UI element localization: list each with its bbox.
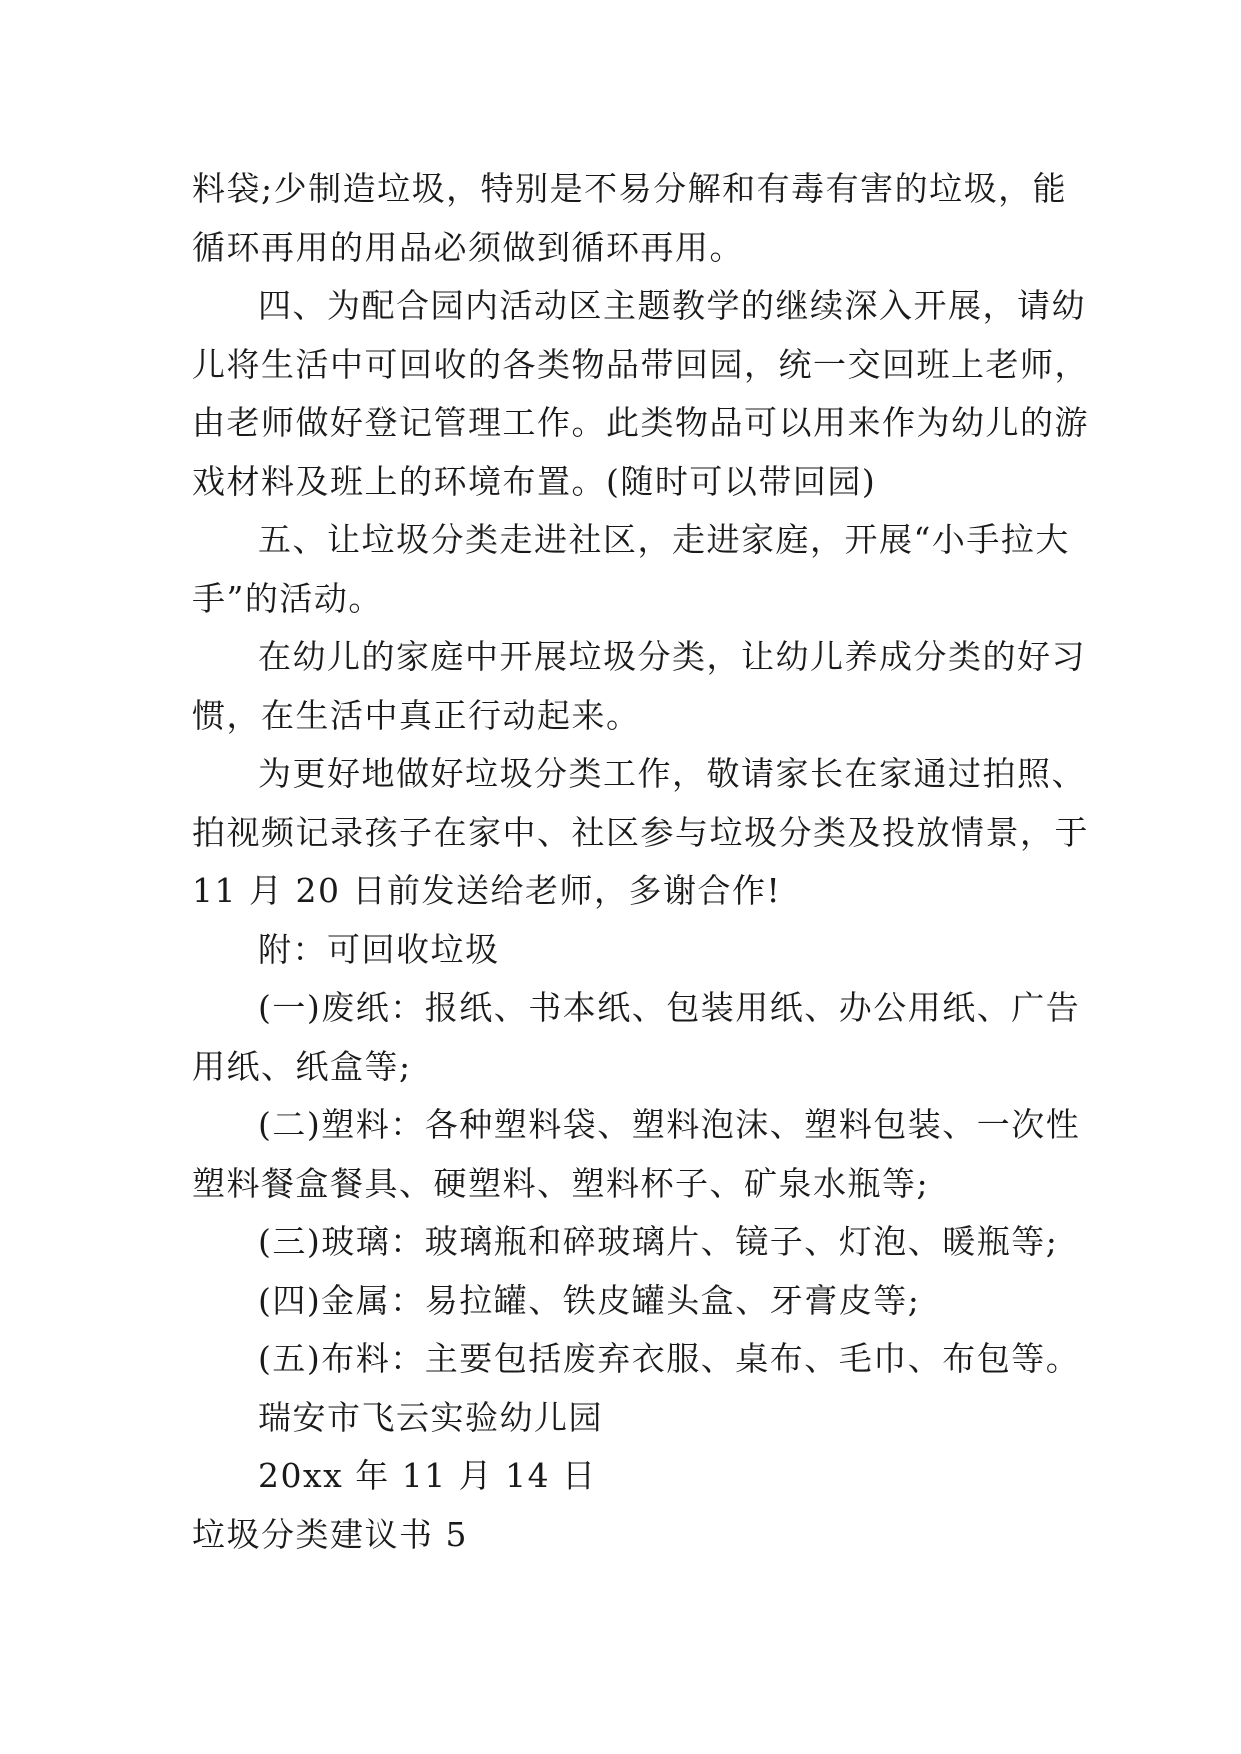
text-line: 塑料餐盒餐具、硬塑料、塑料杯子、矿泉水瓶等; [192,1163,930,1203]
signature-date: 20xx 年 11 月 14 日 [258,1456,597,1495]
document-body [192,160,1089,1564]
text-line: 拍视频记录孩子在家中、社区参与垃圾分类及投放情景，于 [192,812,1089,852]
text-line: (二)塑料：各种塑料袋、塑料泡沫、塑料包装、一次性 [258,1105,1081,1144]
signature-org: 瑞安市飞云实验幼儿园 [258,1397,603,1437]
text-line: 在幼儿的家庭中开展垃圾分类，让幼儿养成分类的好习 [258,637,1086,676]
text-line: (一)废纸：报纸、书本纸、包装用纸、办公用纸、广告 [258,988,1081,1027]
text-line: 11 月 20 日前发送给老师，多谢合作! [192,871,782,910]
text-line: 附：可回收垃圾 [258,929,500,969]
text-line: 循环再用的用品必须做到循环再用。 [192,227,744,267]
text-line: 由老师做好登记管理工作。此类物品可以用来作为幼儿的游 [192,403,1089,442]
text-line: 五、让垃圾分类走进社区，走进家庭，开展“小手拉大 [258,520,1070,559]
text-line: (三)玻璃：玻璃瓶和碎玻璃片、镜子、灯泡、暖瓶等; [258,1222,1059,1261]
text-line: 四、为配合园内活动区主题教学的继续深入开展，请幼 [258,286,1086,325]
text-line: (四)金属：易拉罐、铁皮罐头盒、牙膏皮等; [258,1280,921,1320]
section-heading: 垃圾分类建议书 5 [192,1514,468,1554]
text-line: 料袋;少制造垃圾，特别是不易分解和有毒有害的垃圾，能 [192,169,1068,208]
text-line: 戏材料及班上的环境布置。(随时可以带回园) [192,461,877,501]
text-line: 手”的活动。 [192,578,383,618]
text-line: 为更好地做好垃圾分类工作，敬请家长在家通过拍照、 [258,754,1086,793]
text-line: 儿将生活中可回收的各类物品带回园，统一交回班上老师， [192,344,1089,384]
text-line: 惯，在生活中真正行动起来。 [192,695,641,735]
text-line: (五)布料：主要包括废弃衣服、桌布、毛巾、布包等。 [258,1339,1081,1378]
text-line: 用纸、纸盒等; [192,1046,412,1086]
